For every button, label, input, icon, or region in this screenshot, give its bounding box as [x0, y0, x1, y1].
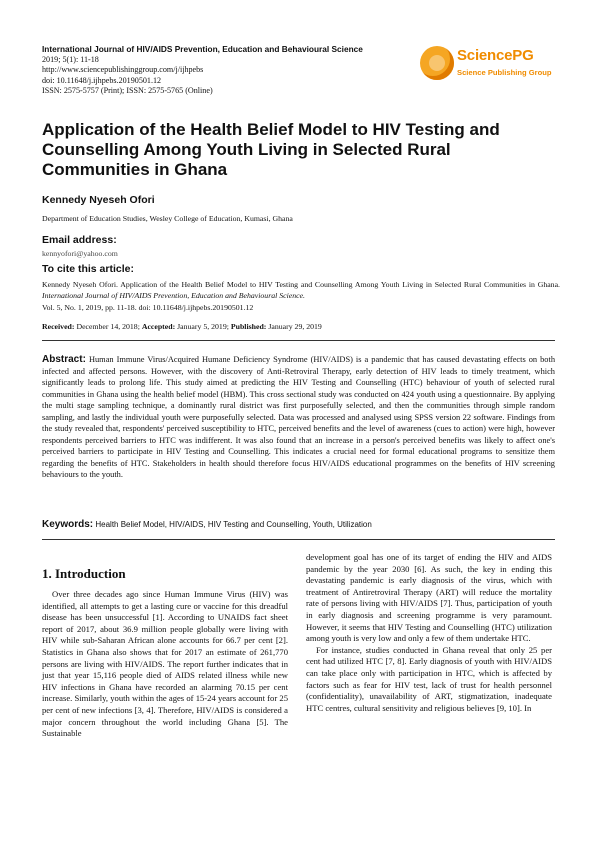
keywords-text: Health Belief Model, HIV/AIDS, HIV Testing and Counselling, Youth, Utilization [95, 520, 372, 529]
published-label: Published: [230, 322, 267, 331]
citation-text [42, 279, 560, 313]
publication-dates [42, 322, 322, 331]
divider-top [42, 340, 555, 341]
citation-volume: Vol. 5, No. 1, 2019, pp. 11-18. doi: 10.11648/j.ijhpebs.20190501.12 [42, 302, 254, 312]
issn-info: ISSN: 2575-5757 (Print); ISSN: 2575-5765 (Online) [42, 86, 213, 96]
journal-url[interactable]: http://www.sciencepublishinggroup.com/j/ijhpebs [42, 65, 204, 75]
issue-info: 2019; 5(1): 11-18 [42, 55, 99, 64]
published-date: January 29, 2019 [268, 322, 322, 331]
received-label: Received: [42, 322, 75, 331]
intro-paragraph-2: development goal has one of its target of ending the HIV and AIDS pandemic by the year 2030 [6]. As such, the key in ending this devastating pandemic is early diagnosis of the virus, which with treatment of Antiretroviral Therapy (ART) will reduce the mortality rate of persons living with HIV/AIDS [7]. Thus, participation of youth in early diagnosis and screening programme is very paramount. However, it seems that HIV Testing and Counselling (HTC) utilization among youth is very low and only a few of them undertake HTC. [306, 552, 552, 644]
abstract-label: Abstract: [42, 354, 86, 365]
citation-heading: To cite this article: [42, 263, 134, 275]
author-name: Kennedy Nyeseh Ofori [42, 194, 155, 206]
logo-subtitle: Science Publishing Group [457, 68, 552, 77]
section-heading-introduction: 1. Introduction [42, 566, 126, 581]
author-affiliation: Department of Education Studies, Wesley College of Education, Kumasi, Ghana [42, 214, 293, 223]
received-date: December 14, 2018; [76, 322, 140, 331]
divider-bottom [42, 539, 555, 540]
body-column-left [42, 589, 288, 740]
accepted-date: January 5, 2019; [177, 322, 229, 331]
citation-journal: International Journal of HIV/AIDS Prevention, Education and Behavioural Science. [42, 291, 306, 301]
abstract [42, 354, 555, 481]
logo-emblem-icon [420, 46, 454, 80]
intro-paragraph-1: Over three decades ago since Human Immune Virus (HIV) was identified, all attempts to get a lasting cure or vaccine for this dreadful disease has been unsuccessful [1]. According to UNAIDS fact sheet report of 2017, about 36.9 million people globally were living with HIV while sub-Saharan African alone accounts for 66.7 per cent [2]. Statistics in Ghana also shows that for 2017 an estimate of 261,770 persons are living with HIV/AIDS. The report further indicates that in just that year 15,116 people died of AIDS related illness while new HIV infections in Ghana have recorded an alarming 70.15 per cent increase. Similarly, youth within the ages of 15-24 years account for 25 per cent of new infections [3, 4]. Therefore, HIV/AIDS is considered a major concern throughout the world including Ghana [5]. The Sustainable [42, 589, 288, 739]
keywords [42, 519, 555, 530]
accepted-label: Accepted: [141, 322, 176, 331]
journal-name: International Journal of HIV/AIDS Prevention, Education and Behavioural Science [42, 44, 363, 54]
article-title: Application of the Health Belief Model to HIV Testing and Counselling Among Youth Living in Selected Rural Communities in Ghana [42, 120, 500, 179]
intro-paragraph-3: For instance, studies conducted in Ghana reveal that only 25 per cent had utilized HTC [7, 8]. Early diagnosis of youth with HIV/AIDS can take place only with participation in HTC, which is affected by factors such as fear for HIV test, lack of trust for health personnel (confidentiality), unavailability of ART, stigmatization, inadequate HTC centres, cultural sensitivity and religious believes [9, 10]. In [306, 644, 552, 713]
article-doi[interactable]: doi: 10.11648/j.ijhpebs.20190501.12 [42, 75, 162, 85]
keywords-label: Keywords: [42, 519, 94, 530]
body-column-right [306, 552, 552, 714]
abstract-text: Human Immune Virus/Acquired Humane Deficiency Syndrome (HIV/AIDS) is a pandemic that has caused devastating effects on both infected and affected persons. However, with the discovery of Anti-Retroviral Therapy, early detection of HIV leads to timely treatment, which significantly leads to prolong life. This study aimed at predicting the HIV Testing and Counselling (HTC) behaviour of youth of selected rural communities in Ghana using the health belief model (HBM). This cross sectional study was conducted on 424 youth using a questionnaire. By applying the multi stage sampling technique, a dominantly rural district was first purposefully selected, and then the communities through simple random sampling, and lastly the individual youth were purposefully selected. Data was processed and analysed using SPSS version 22 software. Findings from the study revealed that, respondents' perceived susceptibility to HTC, perceived benefits and the level of awareness (cues to action) were high, however respondents perceived barriers to HTC was indifferent. It was also found that an increase in a person's perceived benefits was likely to affect one's perceived barriers to participate in HIV Testing and Counselling. This indicates a crucial need for formal educational programs to sensitize them regarding the benefits of HTC. Stakeholders in health should therefore focus HIV/AIDS educational programmes on the benefits of HIV screening behaviours to the youth. [42, 355, 556, 479]
citation-plain: Kennedy Nyeseh Ofori. Application of the Health Belief Model to HIV Testing and Counselling Among Youth Living in Selected Rural Communities in Ghana. [42, 280, 560, 289]
journal-header [42, 44, 422, 97]
email-address[interactable]: kennyofori@yahoo.com [42, 249, 118, 258]
email-heading: Email address: [42, 234, 117, 246]
logo-name: SciencePG [457, 47, 534, 64]
publisher-logo [420, 44, 555, 94]
